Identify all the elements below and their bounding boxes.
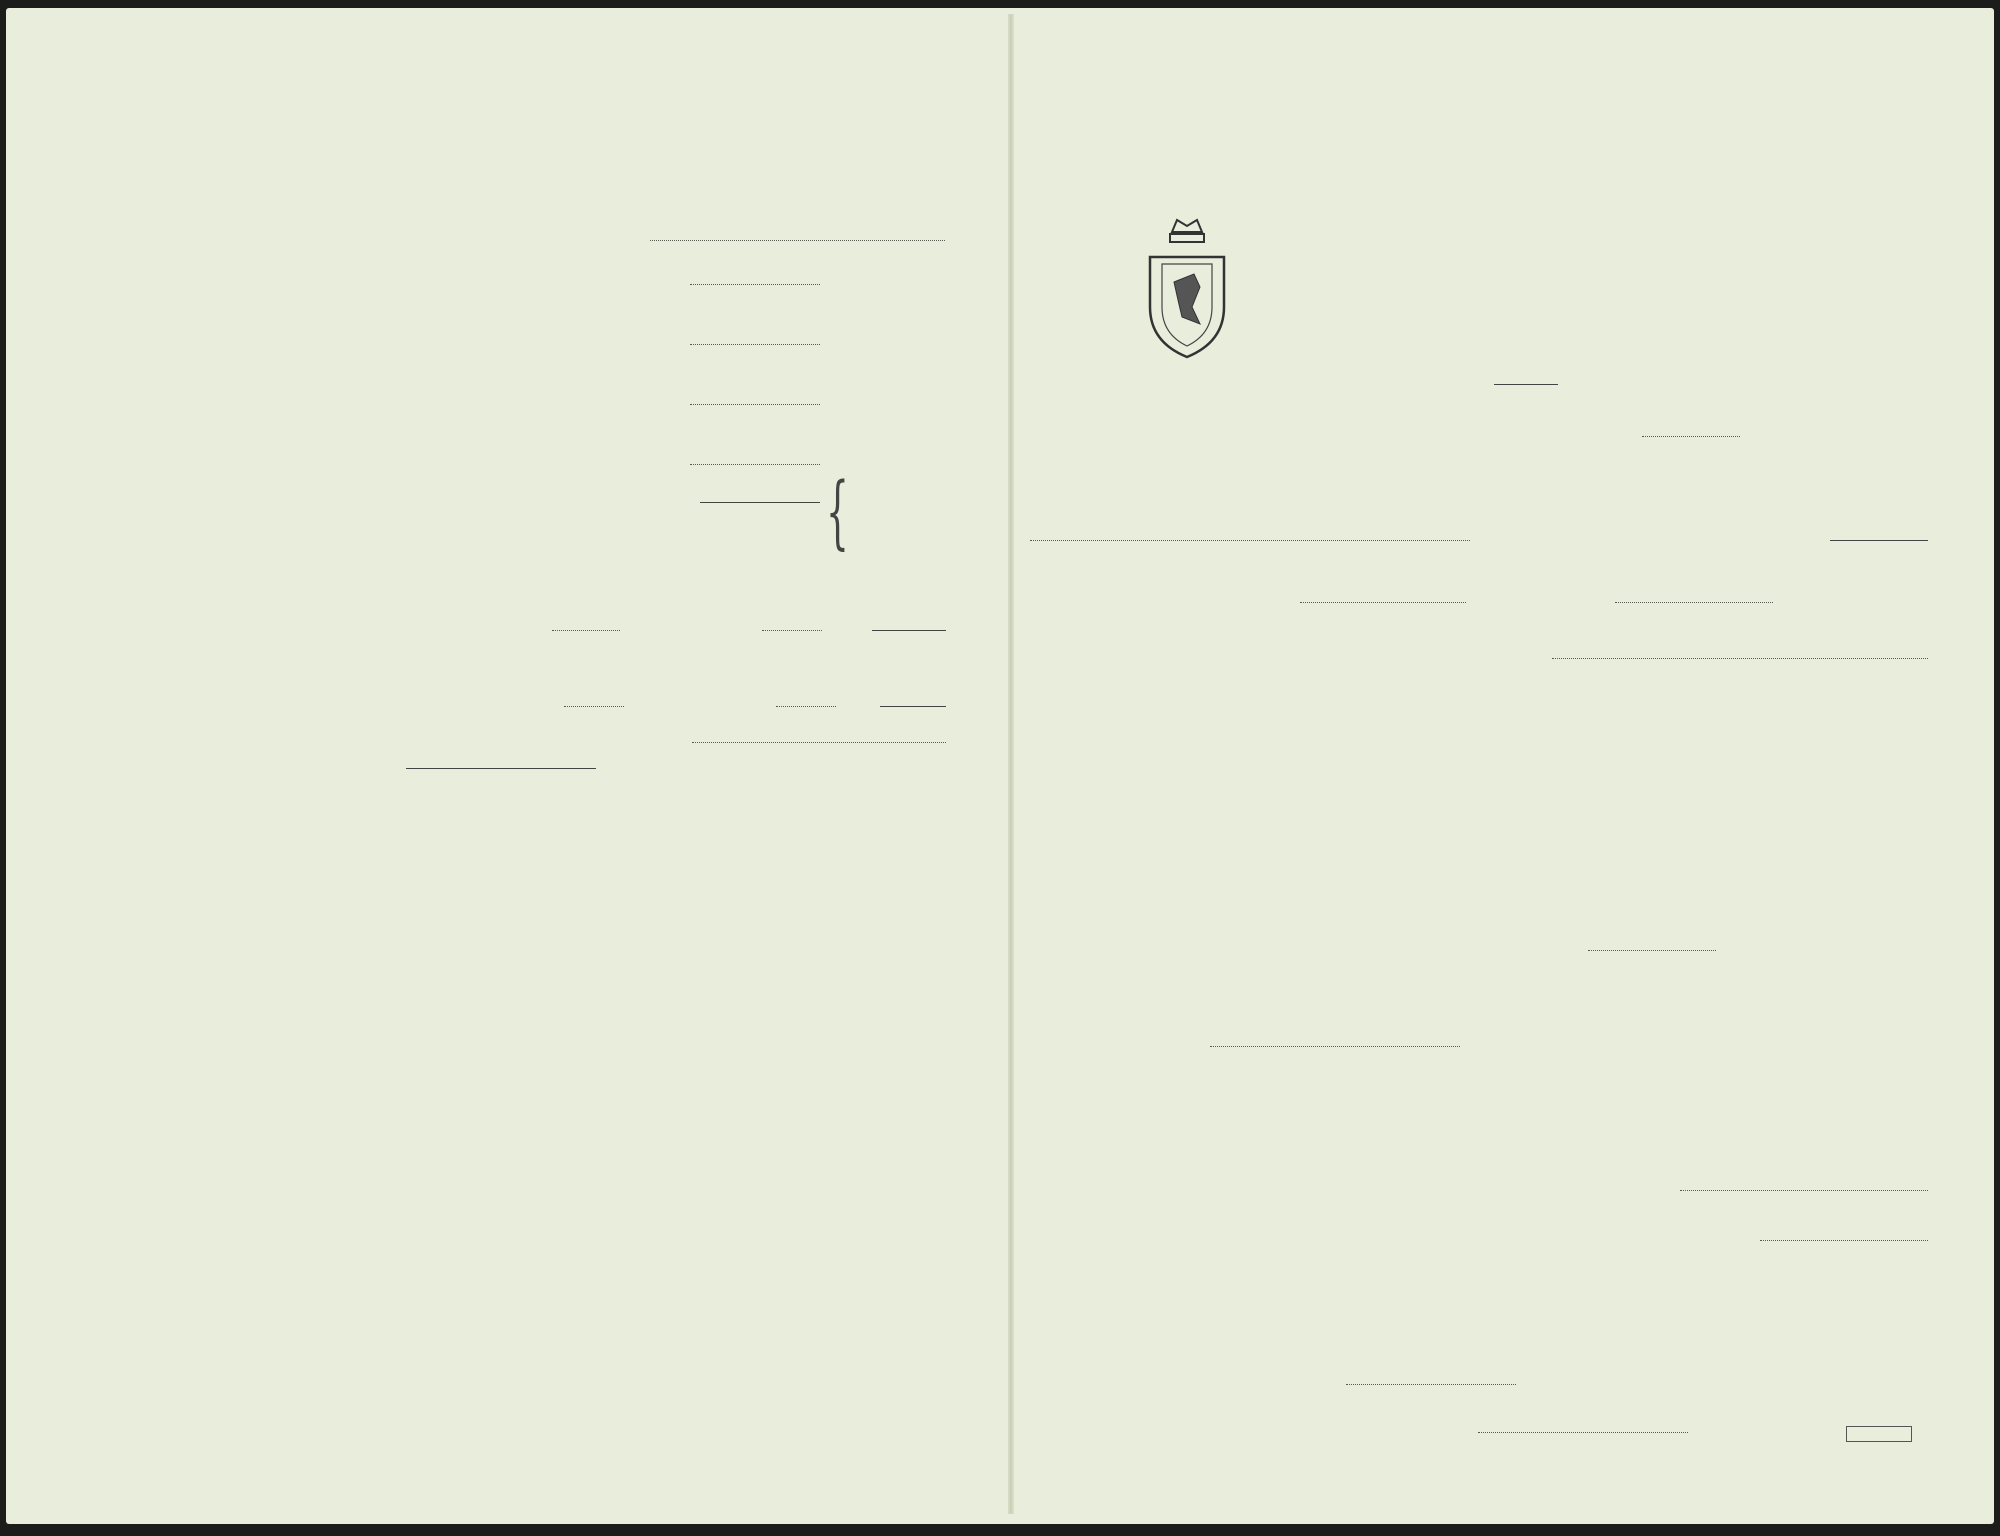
p2-total-line	[880, 706, 946, 707]
title-divider	[1494, 384, 1558, 385]
p1-male-line	[552, 630, 620, 631]
printer-stamp	[1846, 1426, 1912, 1442]
herred-line	[1030, 540, 1470, 541]
page-fold	[1008, 14, 1014, 1514]
maid-line	[690, 404, 820, 405]
skjema-line	[1642, 436, 1740, 437]
brace: {	[826, 468, 849, 559]
kitchens-line	[690, 284, 820, 285]
summer-line	[690, 464, 820, 465]
q-hush-line	[1680, 1190, 1928, 1191]
p1-total-line	[872, 630, 946, 631]
ordinary-line	[690, 344, 820, 345]
q-hus-line	[1588, 950, 1716, 951]
p3-line	[692, 742, 946, 743]
total-line	[700, 502, 820, 503]
census-sheet	[6, 8, 1994, 1524]
a-line	[1346, 1384, 1516, 1385]
p1-female-line	[762, 630, 822, 631]
bruks-line	[1615, 602, 1773, 603]
gards-line	[1300, 602, 1466, 603]
p2-female-line	[776, 706, 836, 707]
b-line	[1478, 1432, 1688, 1433]
p2-male-line	[564, 706, 624, 707]
q-rum-line	[1760, 1240, 1928, 1241]
krets-line	[1830, 540, 1928, 541]
angi-answer-line	[650, 240, 945, 241]
coat-of-arms-icon	[1142, 212, 1232, 362]
section-divider	[406, 768, 596, 769]
bosted-line	[1552, 658, 1928, 659]
q-etasjer-line	[1210, 1046, 1460, 1047]
